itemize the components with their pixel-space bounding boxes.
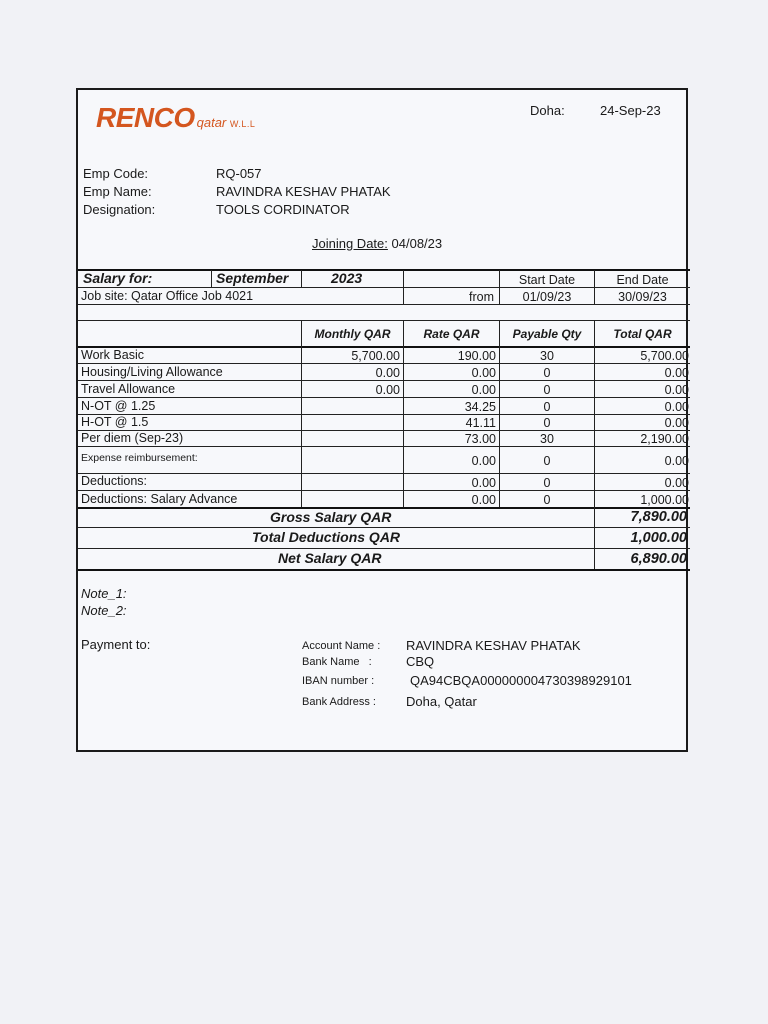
table-top-line [78,320,690,321]
gross-line [78,527,690,528]
row-line-7 [78,473,690,474]
row-label: Deductions: Salary Advance [81,492,238,506]
row-label: N-OT @ 1.25 [81,399,156,413]
row-qty: 0 [543,454,551,468]
document-date: 24-Sep-23 [600,103,661,118]
row-label: Work Basic [81,348,144,362]
payment-to-label: Payment to: [81,637,151,652]
company-logo [96,102,255,134]
vline-period-1 [211,270,212,287]
logo-subtitle [197,115,256,130]
row-total: 0.00 [664,476,689,490]
emp-code-label: Emp Code: [83,166,149,181]
row-total: 5,700.00 [640,349,689,363]
salary-for-label: Salary for: [83,270,153,286]
designation-label: Designation: [83,202,156,217]
joining-date-row [312,236,442,251]
row-rate: 0.00 [471,454,496,468]
emp-name-label: Emp Name: [83,184,152,199]
row-label: Deductions: [81,474,148,488]
row-rate: 0.00 [471,383,496,397]
row-monthly: 5,700.00 [351,349,400,363]
iban-label: IBAN number : [302,675,375,687]
bank-address: Doha, Qatar [406,694,477,709]
account-name: RAVINDRA KESHAV PHATAK [406,638,581,653]
row-qty: 0 [543,416,551,430]
bank-address-label: Bank Address : [302,696,376,708]
table-header-line [78,346,690,348]
logo-sub-small: W.L.L [229,119,256,129]
row-rate: 190.00 [457,349,496,363]
from-label: from [469,290,494,304]
row-label: Per diem (Sep-23) [81,431,184,445]
row-label: H-OT @ 1.5 [81,415,149,429]
row-rate: 0.00 [471,493,496,507]
col-header-qty: Payable Qty [512,327,582,341]
row-qty: 0 [543,476,551,490]
end-date: 30/09/23 [618,290,667,304]
row-label: Travel Allowance [81,382,176,396]
row-rate: 0.00 [471,476,496,490]
salary-year: 2023 [331,270,363,286]
row-qty: 0 [543,493,551,507]
row-total: 2,190.00 [640,432,689,446]
designation: TOOLS CORDINATOR [216,202,350,217]
emp-code: RQ-057 [216,166,262,181]
gross-salary-label: Gross Salary QAR [270,509,392,525]
row-total: 0.00 [664,416,689,430]
row-total: 0.00 [664,383,689,397]
logo-sub-text: qatar [196,115,227,130]
net-salary-label: Net Salary QAR [278,550,382,566]
gross-salary-value: 7,890.00 [630,509,687,525]
start-date-label: Start Date [518,273,576,287]
net-salary-value: 6,890.00 [630,551,687,567]
total-deductions-label: Total Deductions QAR [252,529,401,545]
divider-top [78,269,690,271]
vline-period-3 [403,270,404,304]
row-rate: 0.00 [471,366,496,380]
payslip-sheet [76,88,688,752]
row-qty: 0 [543,366,551,380]
row-qty: 0 [543,400,551,414]
row-monthly: 0.00 [375,366,400,380]
total-deductions-value: 1,000.00 [630,530,687,546]
joining-date: 04/08/23 [391,236,443,251]
net-line [78,569,690,571]
start-date: 01/09/23 [522,290,572,304]
account-name-label: Account Name : [302,640,381,652]
job-site: Job site: Qatar Office Job 4021 [81,289,254,303]
note-1: Note_1: [81,586,127,601]
bank-name: CBQ [406,654,435,669]
row-monthly: 0.00 [375,383,400,397]
row-qty: 0 [543,383,551,397]
row-total: 1,000.00 [640,493,689,507]
iban-number: QA94CBQA000000004730398929101 [410,673,632,688]
emp-name: RAVINDRA KESHAV PHATAK [216,184,391,199]
row-total: 0.00 [664,366,689,380]
row-total: 0.00 [664,454,689,468]
row-qty: 30 [540,432,554,446]
end-date-label: End Date [616,273,669,287]
logo-wordmark: RENCO [96,102,195,133]
row-label: Expense reimbursement: [81,452,198,464]
bank-name-label: Bank Name : [302,656,372,668]
joining-date-label: Joining Date: [312,236,388,251]
col-header-total: Total QAR [613,327,672,341]
row-qty: 30 [540,349,554,363]
row-label: Housing/Living Allowance [81,365,223,379]
row-rate: 41.11 [465,416,496,430]
deductions-line [78,548,690,549]
col-header-rate: Rate QAR [423,327,480,341]
note-2: Note_2: [81,603,127,618]
salary-month: September [216,270,289,286]
row-rate: 73.00 [464,432,496,446]
row-rate: 34.25 [464,400,496,414]
place-label: Doha: [530,103,565,118]
row-total: 0.00 [664,400,689,414]
vline-period-2 [301,270,302,287]
col-header-monthly: Monthly QAR [314,327,391,341]
